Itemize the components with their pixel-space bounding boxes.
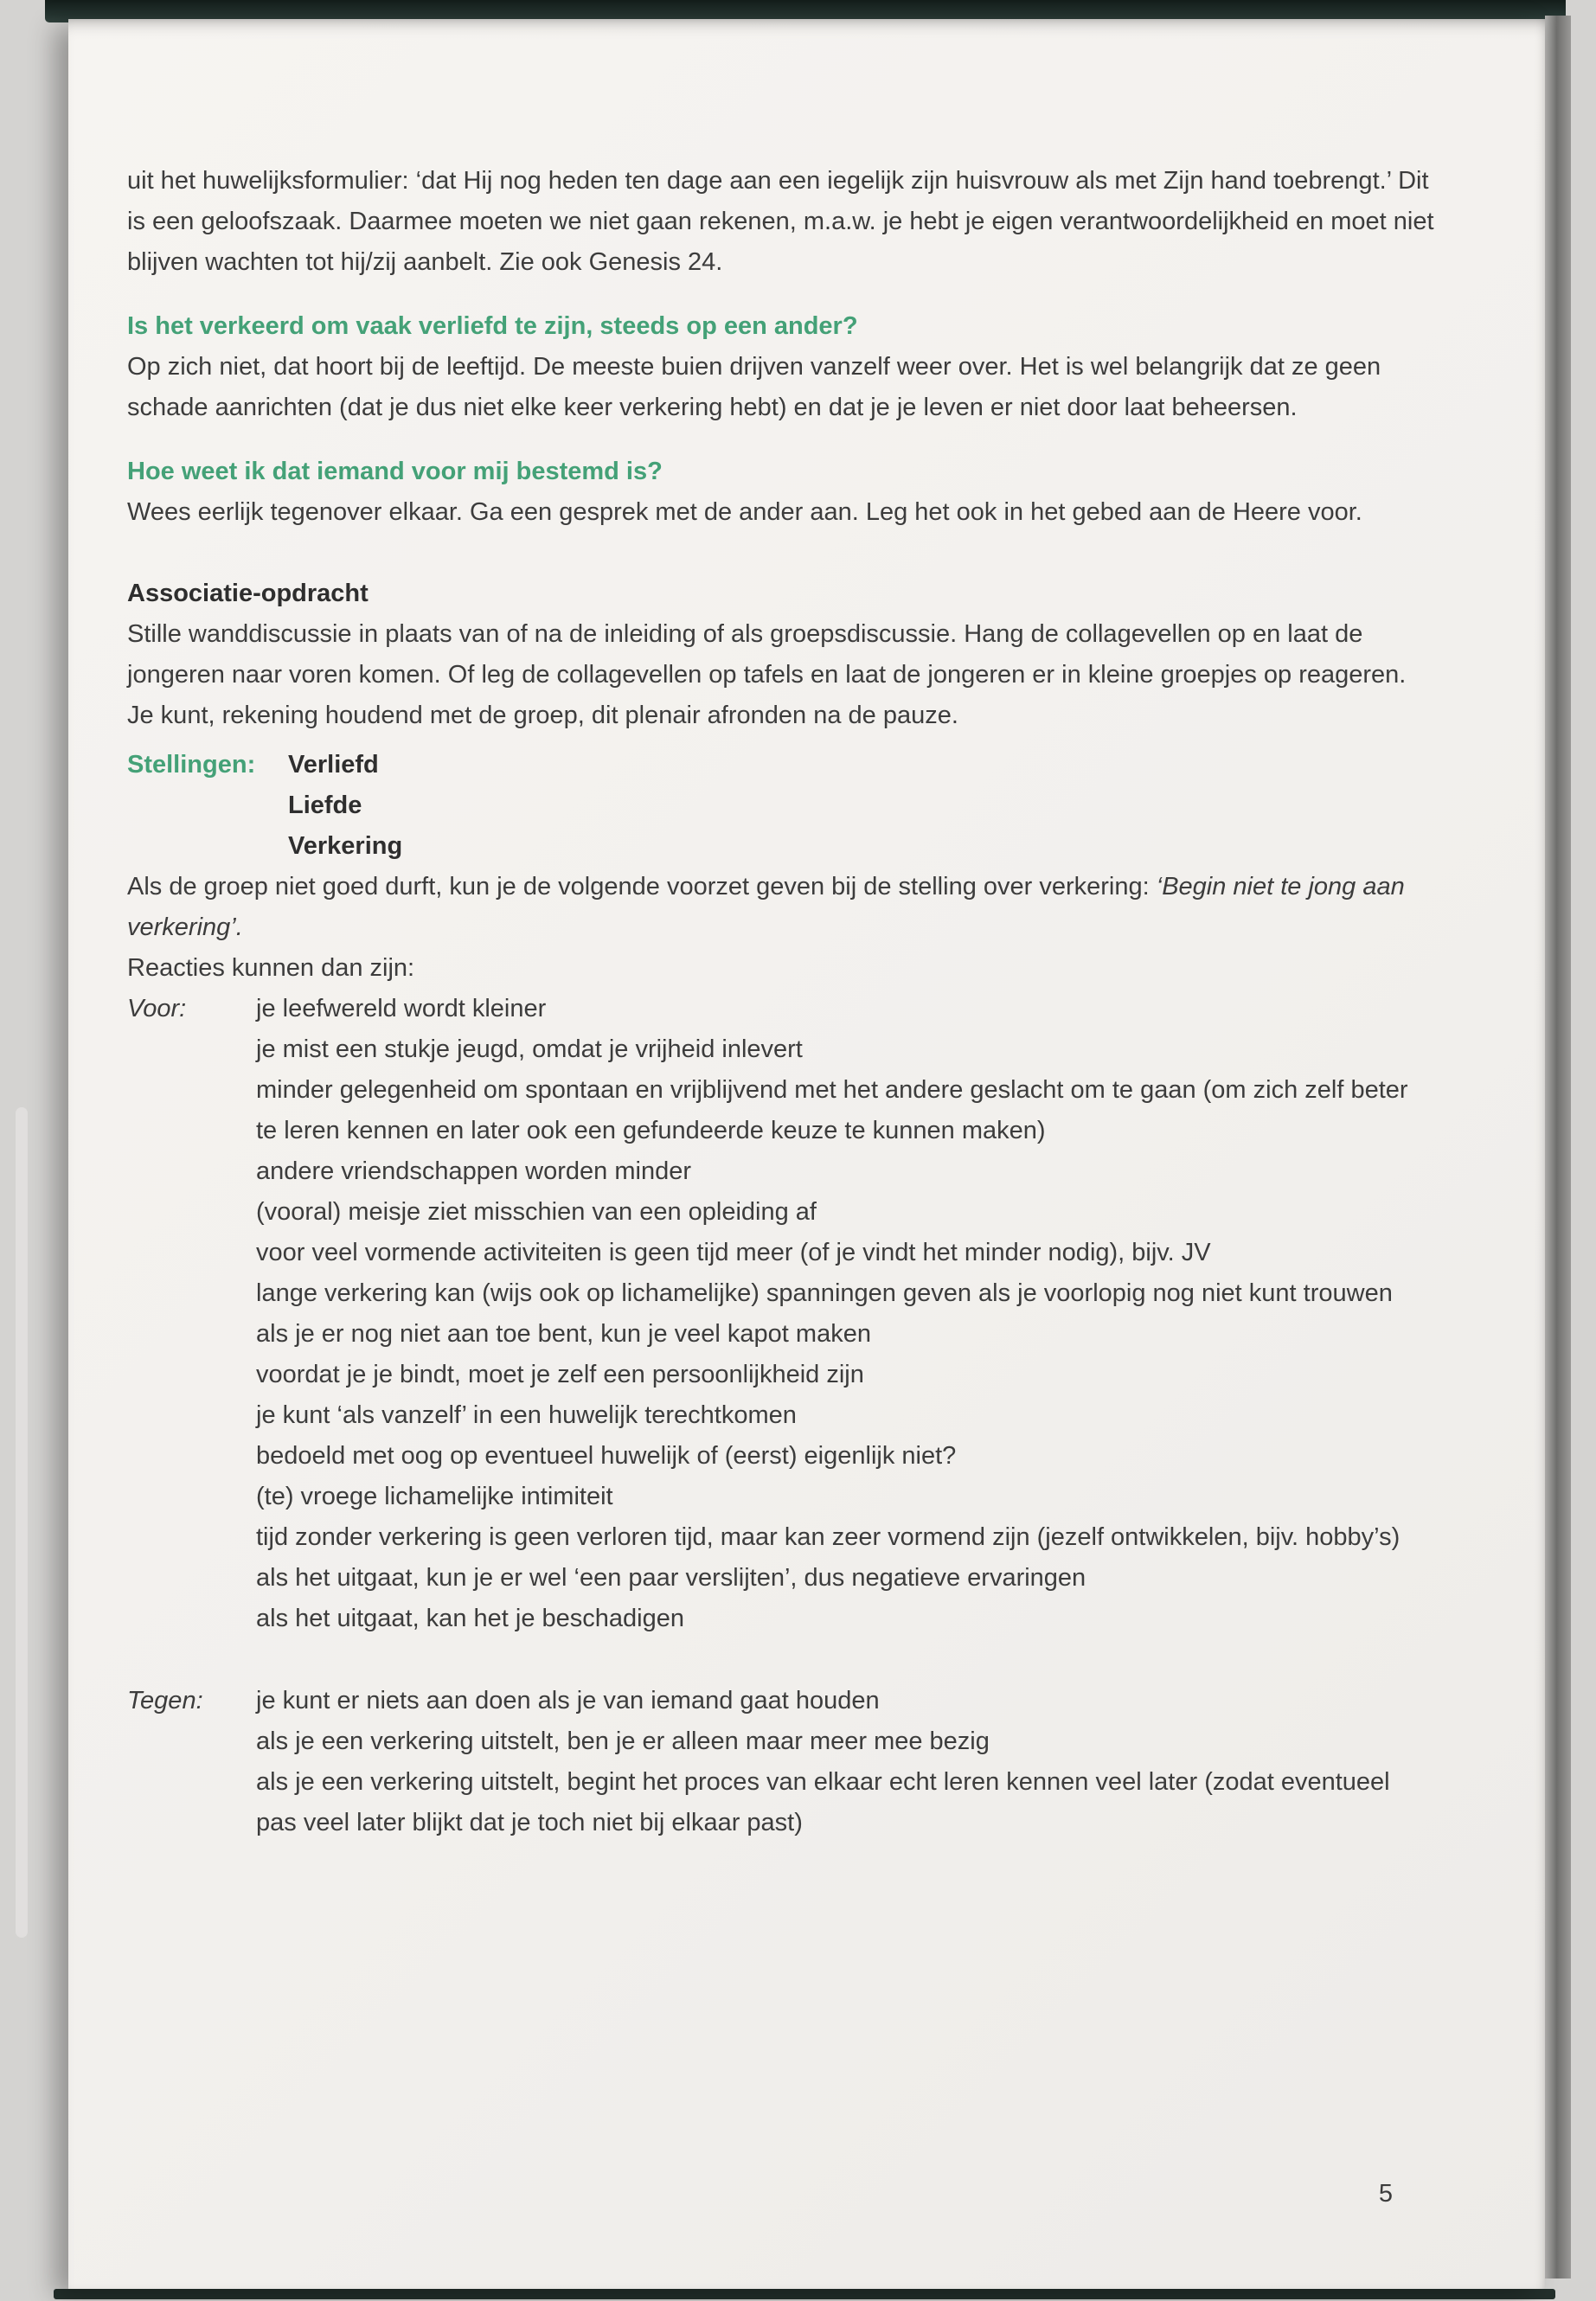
list-item: andere vriendschappen worden minder [256,1157,691,1185]
stellingen-label: Stellingen: [127,751,256,779]
intro-paragraph: uit het huwelijksformulier: ‘dat Hij nog heden ten dage aan een iegelijk zijn huisvrouw als met Zijn hand toebrengt.’ Dit is een geloofszaak. Daarmee moeten we niet gaan rekenen, m.a.w. je hebt je eigen verantwoordelijkheid en moet niet blijven wachten tot hij/zij aanbelt. Zie ook Genesis 24. [127,167,1434,276]
list-item: Liefde [288,792,362,819]
voorzet-text: Als de groep niet goed durft, kun je de volgende voorzet geven bij de stelling over verkering: [127,873,1157,901]
voorzet-quote: ‘Begin niet te jong aan verkering’. [127,873,1405,941]
book-right-edge [1545,16,1571,2279]
list-item: als het uitgaat, kan het je beschadigen [256,1605,684,1632]
list-item: als je er nog niet aan toe bent, kun je veel kapot maken [256,1320,871,1348]
list-item: minder gelegenheid om spontaan en vrijblijvend met het andere geslacht om te gaan (om zich zelf beter te leren kennen en later ook een gefundeerde keuze te kunnen maken) [256,1076,1408,1144]
tegen-label: Tegen: [127,1687,203,1715]
list-item: Verliefd [288,751,379,779]
stellingen-block [127,745,1435,867]
list-item: je leefwereld wordt kleiner [256,995,547,1022]
book-left-edge [16,1107,28,1938]
list-item: als je een verkering uitstelt, ben je er alleen maar meer mee bezig [256,1727,990,1755]
list-item: je kunt er niets aan doen als je van iemand gaat houden [256,1687,880,1715]
voor-items [256,989,1435,1639]
list-item: als je een verkering uitstelt, begint het proces van elkaar echt leren kennen veel later (zodat eventueel pas veel later blijkt dat je toch niet bij elkaar past) [256,1768,1390,1836]
stellingen-items [288,745,1435,867]
voor-block [127,989,1435,1639]
list-item: als het uitgaat, kun je er wel ‘een paar verslijten’, dus negatieve ervaringen [256,1564,1086,1592]
section-body-verliefd: Op zich niet, dat hoort bij de leeftijd. De meeste buien drijven vanzelf weer over. Het is wel belangrijk dat ze geen schade aanrichten (dat je dus niet elke keer verkering hebt) en dat je je leven er niet door laat beheersen. [127,353,1381,421]
list-item: Verkering [288,832,403,860]
list-item: (te) vroege lichamelijke intimiteit [256,1483,613,1510]
tegen-items [256,1681,1435,1843]
section-heading-bestemd: Hoe weet ik dat iemand voor mij bestemd is? [127,458,663,485]
page-number: 5 [1378,2180,1393,2208]
reacties-intro: Reacties kunnen dan zijn: [127,954,415,982]
list-item: bedoeld met oog op eventueel huwelijk of (eerst) eigenlijk niet? [256,1442,957,1470]
list-item: voor veel vormende activiteiten is geen tijd meer (of je vindt het minder nodig), bijv. JV [256,1239,1211,1266]
list-item: je kunt ‘als vanzelf’ in een huwelijk terechtkomen [256,1401,797,1429]
voor-label: Voor: [127,995,187,1022]
list-item: tijd zonder verkering is geen verloren tijd, maar kan zeer vormend zijn (jezelf ontwikkelen, bijv. hobby’s) [256,1523,1401,1551]
section-heading-verliefd: Is het verkeerd om vaak verliefd te zijn, steeds op een ander? [127,312,858,340]
list-item: je mist een stukje jeugd, omdat je vrijheid inlevert [256,1035,803,1063]
assignment-body: Stille wanddiscussie in plaats van of na de inleiding of als groepsdiscussie. Hang de collagevellen op en laat de jongeren naar voren komen. Of leg de collagevellen op tafels en laat de jongeren er in kleine groepjes op reageren. Je kunt, rekening houdend met de groep, dit plenair afronden na de pauze. [127,620,1407,729]
list-item: voordat je je bindt, moet je zelf een persoonlijkheid zijn [256,1361,864,1388]
list-item: lange verkering kan (wijs ook op lichamelijke) spanningen geven als je voorlopig nog niet kunt trouwen [256,1279,1393,1307]
tegen-block [127,1681,1435,1843]
voorzet-paragraph [127,867,1435,948]
page-content [127,161,1435,1843]
book-bottom-edge [54,2289,1555,2299]
document-page [68,19,1545,2289]
list-item: (vooral) meisje ziet misschien van een opleiding af [256,1198,817,1226]
section-body-bestemd: Wees eerlijk tegenover elkaar. Ga een gesprek met de ander aan. Leg het ook in het gebed aan de Heere voor. [127,498,1362,526]
assignment-heading: Associatie-opdracht [127,580,369,607]
